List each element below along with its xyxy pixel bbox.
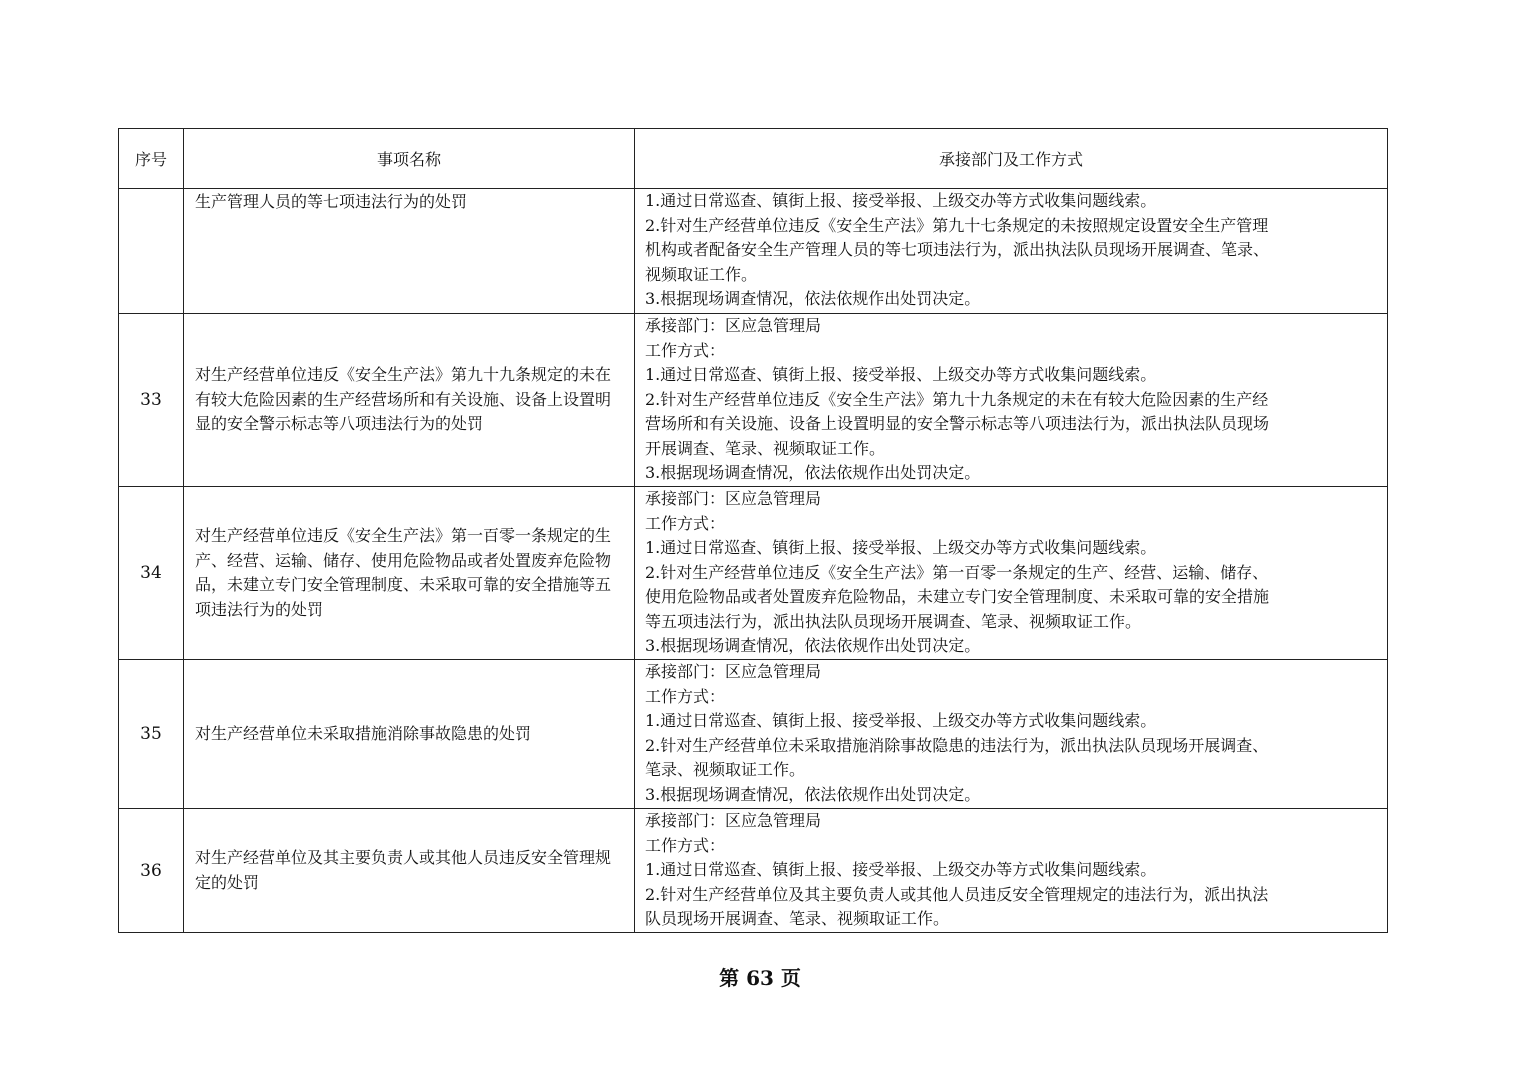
table-row (119, 809, 1388, 933)
row-seq: 33 (119, 314, 184, 487)
method-line: 承接部门：区应急管理局 (645, 811, 822, 830)
row-name: 对生产经营单位违反《安全生产法》第一百零一条规定的生产、经营、运输、储存、使用危险物品或者处置废弃危险物品，未建立专门安全管理制度、未采取可靠的安全措施等五项违法行为的处罚 (184, 487, 635, 660)
method-line: 开展调查、笔录、视频取证工作。 (645, 438, 886, 458)
regulation-table (118, 128, 1388, 933)
row-name: 对生产经营单位违反《安全生产法》第九十九条规定的未在有较大危险因素的生产经营场所和有关设施、设备上设置明显的安全警示标志等八项违法行为的处罚 (184, 314, 635, 487)
method-line: 3.根据现场调查情况，依法依规作出处罚决定。 (645, 636, 981, 655)
row-method (635, 314, 1388, 487)
row-seq (119, 189, 184, 314)
row-seq: 34 (119, 487, 184, 660)
method-line: 2.针对生产经营单位违反《安全生产法》第九十七条规定的未按照规定设置安全生产管理 (645, 215, 1269, 235)
method-line: 1.通过日常巡查、镇街上报、接受举报、上级交办等方式收集问题线索。 (645, 365, 1157, 384)
page-number: 第 63 页 (719, 966, 801, 990)
method-line: 营场所和有关设施、设备上设置明显的安全警示标志等八项违法行为，派出执法队员现场 (645, 414, 1270, 433)
row-name: 生产管理人员的等七项违法行为的处罚 (184, 189, 635, 314)
table-row (119, 487, 1388, 660)
method-line: 工作方式： (645, 340, 726, 360)
method-line: 工作方式： (645, 513, 726, 533)
method-line: 承接部门：区应急管理局 (645, 489, 822, 508)
method-line: 2.针对生产经营单位及其主要负责人或其他人员违反安全管理规定的违法行为，派出执法 (645, 884, 1269, 904)
method-line: 3.根据现场调查情况，依法依规作出处罚决定。 (645, 784, 981, 804)
row-method (635, 487, 1388, 660)
method-line: 笔录、视频取证工作。 (645, 760, 806, 779)
row-name: 对生产经营单位未采取措施消除事故隐患的处罚 (184, 660, 635, 809)
method-line: 1.通过日常巡查、镇街上报、接受举报、上级交办等方式收集问题线索。 (645, 191, 1157, 210)
header-seq: 序号 (119, 129, 184, 189)
method-line: 1.通过日常巡查、镇街上报、接受举报、上级交办等方式收集问题线索。 (645, 538, 1157, 557)
method-line: 2.针对生产经营单位违反《安全生产法》第一百零一条规定的生产、经营、运输、储存、 (645, 562, 1269, 582)
method-line: 1.通过日常巡查、镇街上报、接受举报、上级交办等方式收集问题线索。 (645, 860, 1157, 879)
method-line: 等五项违法行为，派出执法队员现场开展调查、笔录、视频取证工作。 (645, 611, 1142, 631)
method-line: 视频取证工作。 (645, 264, 758, 284)
row-method (635, 189, 1388, 314)
method-line: 机构或者配备安全生产管理人员的等七项违法行为，派出执法队员现场开展调查、笔录、 (645, 240, 1270, 259)
table-row (119, 314, 1388, 487)
table-row (119, 189, 1388, 314)
method-line: 承接部门：区应急管理局 (645, 662, 822, 681)
header-name: 事项名称 (184, 129, 635, 189)
method-line: 工作方式： (645, 835, 726, 855)
method-line: 3.根据现场调查情况，依法依规作出处罚决定。 (645, 289, 981, 308)
method-line: 工作方式： (645, 686, 726, 706)
method-line: 队员现场开展调查、笔录、视频取证工作。 (645, 909, 950, 928)
table-header-row (119, 129, 1388, 189)
table-row (119, 660, 1388, 809)
method-line: 使用危险物品或者处置废弃危险物品，未建立专门安全管理制度、未采取可靠的安全措施 (645, 587, 1270, 606)
row-method (635, 809, 1388, 933)
header-method: 承接部门及工作方式 (635, 129, 1388, 189)
method-line: 3.根据现场调查情况，依法依规作出处罚决定。 (645, 463, 981, 482)
row-method (635, 660, 1388, 809)
row-seq: 36 (119, 809, 184, 933)
method-line: 承接部门：区应急管理局 (645, 316, 822, 335)
row-name: 对生产经营单位及其主要负责人或其他人员违反安全管理规定的处罚 (184, 809, 635, 933)
method-line: 2.针对生产经营单位未采取措施消除事故隐患的违法行为，派出执法队员现场开展调查、 (645, 735, 1269, 755)
method-line: 1.通过日常巡查、镇街上报、接受举报、上级交办等方式收集问题线索。 (645, 711, 1157, 730)
row-seq: 35 (119, 660, 184, 809)
method-line: 2.针对生产经营单位违反《安全生产法》第九十九条规定的未在有较大危险因素的生产经 (645, 389, 1269, 409)
